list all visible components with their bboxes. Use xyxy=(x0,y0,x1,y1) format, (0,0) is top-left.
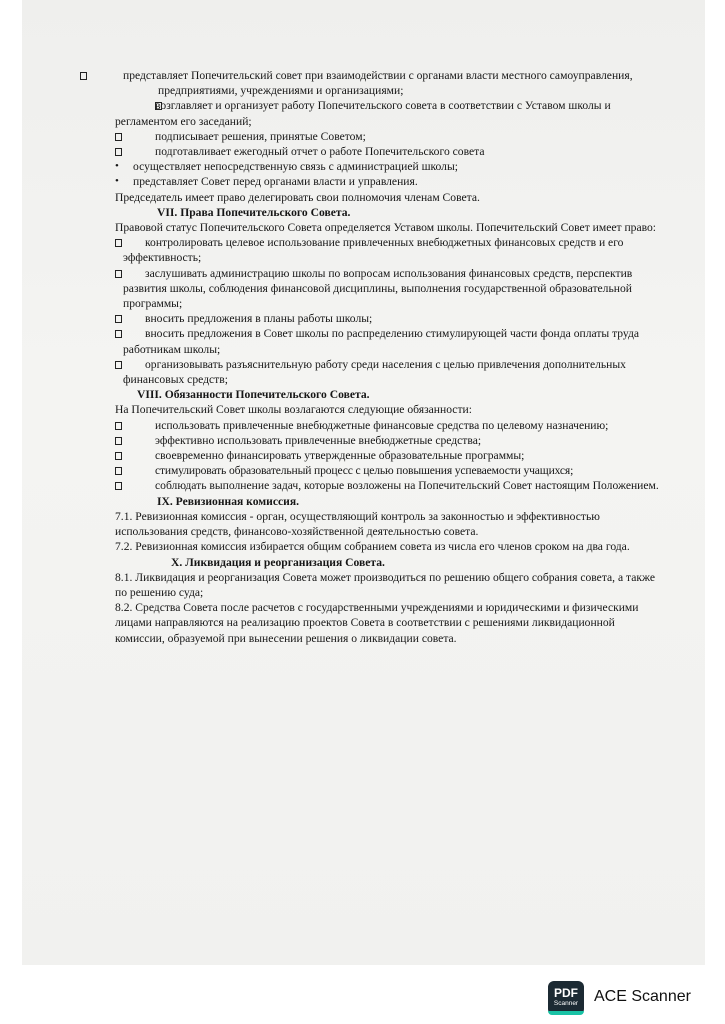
checkbox-bullet-icon xyxy=(115,463,122,478)
document-text xyxy=(115,68,665,646)
list-item: стимулировать образовательный процесс с целью повышения успеваемости учащихся; xyxy=(115,463,665,478)
checkbox-bullet-icon xyxy=(115,144,122,159)
checkbox-bullet-icon xyxy=(115,129,122,144)
list-item: подготавливает ежегодный отчет о работе Попечительского совета xyxy=(115,144,665,159)
checkbox-bullet-icon xyxy=(115,478,122,493)
checkbox-bullet-icon xyxy=(115,98,162,113)
brand-name: ACE Scanner xyxy=(594,988,691,1005)
list-item: контролировать целевое использование привлеченных внебюджетных финансовых средств и его эффективность; xyxy=(115,235,665,265)
paragraph: Председатель имеет право делегировать свои полномочия членам Совета. xyxy=(115,190,480,204)
list-item: • представляет Совет перед органами власти и управления. xyxy=(115,175,418,189)
paragraph: 7.1. Ревизионная комиссия - орган, осуществляющий контроль за законностью и эффективностью использования средств, финансово-хозяйственной деятельностью совета. xyxy=(115,509,600,539)
checkbox-bullet-icon xyxy=(115,418,122,433)
checkbox-bullet-icon xyxy=(115,266,122,281)
paragraph: 8.2. Средства Совета после расчетов с государственными учреждениями и юридическими и физическими лицами направляются на реализацию проектов Совета в соответствии с решениями ликвидационной комиссии, образуемой при вынесении решения о ликвидации совета. xyxy=(115,601,639,645)
paragraph: На Попечительский Совет школы возлагаются следующие обязанности: xyxy=(115,403,472,417)
bullet-dot-icon: • xyxy=(115,175,119,188)
section-heading: VIII. Обязанности Попечительского Совета. xyxy=(137,388,370,402)
paragraph: 7.2. Ревизионная комиссия избирается общим собранием совета из числа его членов сроком на два года. xyxy=(115,540,630,554)
list-item: возглавляет и организует работу Попечительского совета в соответствии с Уставом школы и регламентом его заседаний; xyxy=(115,99,611,128)
section-heading: IX. Ревизионная комиссия. xyxy=(157,494,299,508)
list-item: использовать привлеченные внебюджетные финансовые средства по целевому назначению; xyxy=(115,418,665,433)
list-item: соблюдать выполнение задач, которые возложены на Попечительский Совет настоящим Положением. xyxy=(115,478,665,493)
checkbox-bullet-icon xyxy=(115,433,122,448)
checkbox-bullet-icon xyxy=(115,326,122,341)
list-item: • осуществляет непосредственную связь с администрацией школы; xyxy=(115,160,458,174)
checkbox-bullet-icon xyxy=(115,311,122,326)
checkbox-bullet-icon xyxy=(115,448,122,463)
list-item: вносить предложения в Совет школы по распределению стимулирующей части фонда оплаты труда работникам школы; xyxy=(115,326,665,356)
list-item: заслушивать администрацию школы по вопросам использования финансовых средств, перспектив развития школы, соблюдения финансовой дисциплины, выполнения государственной образовательной программы; xyxy=(115,266,665,312)
section-heading: X. Ликвидация и реорганизация Совета. xyxy=(171,555,385,569)
list-item: эффективно использовать привлеченные внебюджетные средства; xyxy=(115,433,665,448)
list-item: своевременно финансировать утвержденные образовательные программы; xyxy=(115,448,665,463)
list-item: вносить предложения в планы работы школы; xyxy=(115,311,665,326)
checkbox-bullet-icon xyxy=(115,357,122,372)
bullet-dot-icon: • xyxy=(115,160,119,173)
checkbox-bullet-icon xyxy=(115,235,122,250)
paragraph: 8.1. Ликвидация и реорганизация Совета может производиться по решению общего собрания совета, а также по решению суда; xyxy=(115,570,656,599)
section-heading: VII. Права Попечительского Совета. xyxy=(157,205,351,219)
list-item: подписывает решения, принятые Советом; xyxy=(115,129,665,144)
pdf-scanner-logo-icon: PDF Scanner xyxy=(548,981,584,1015)
list-item: представляет Попечительский совет при взаимодействии с органами власти местного самоуправления, предприятиями, учреждениями и организациями; xyxy=(115,68,665,98)
paragraph: Правовой статус Попечительского Совета определяется Уставом школы. Попечительский Совет имеет право: xyxy=(115,221,657,235)
list-item: организовывать разъяснительную работу среди населения с целью привлечения дополнительных финансовых средств; xyxy=(115,357,665,387)
